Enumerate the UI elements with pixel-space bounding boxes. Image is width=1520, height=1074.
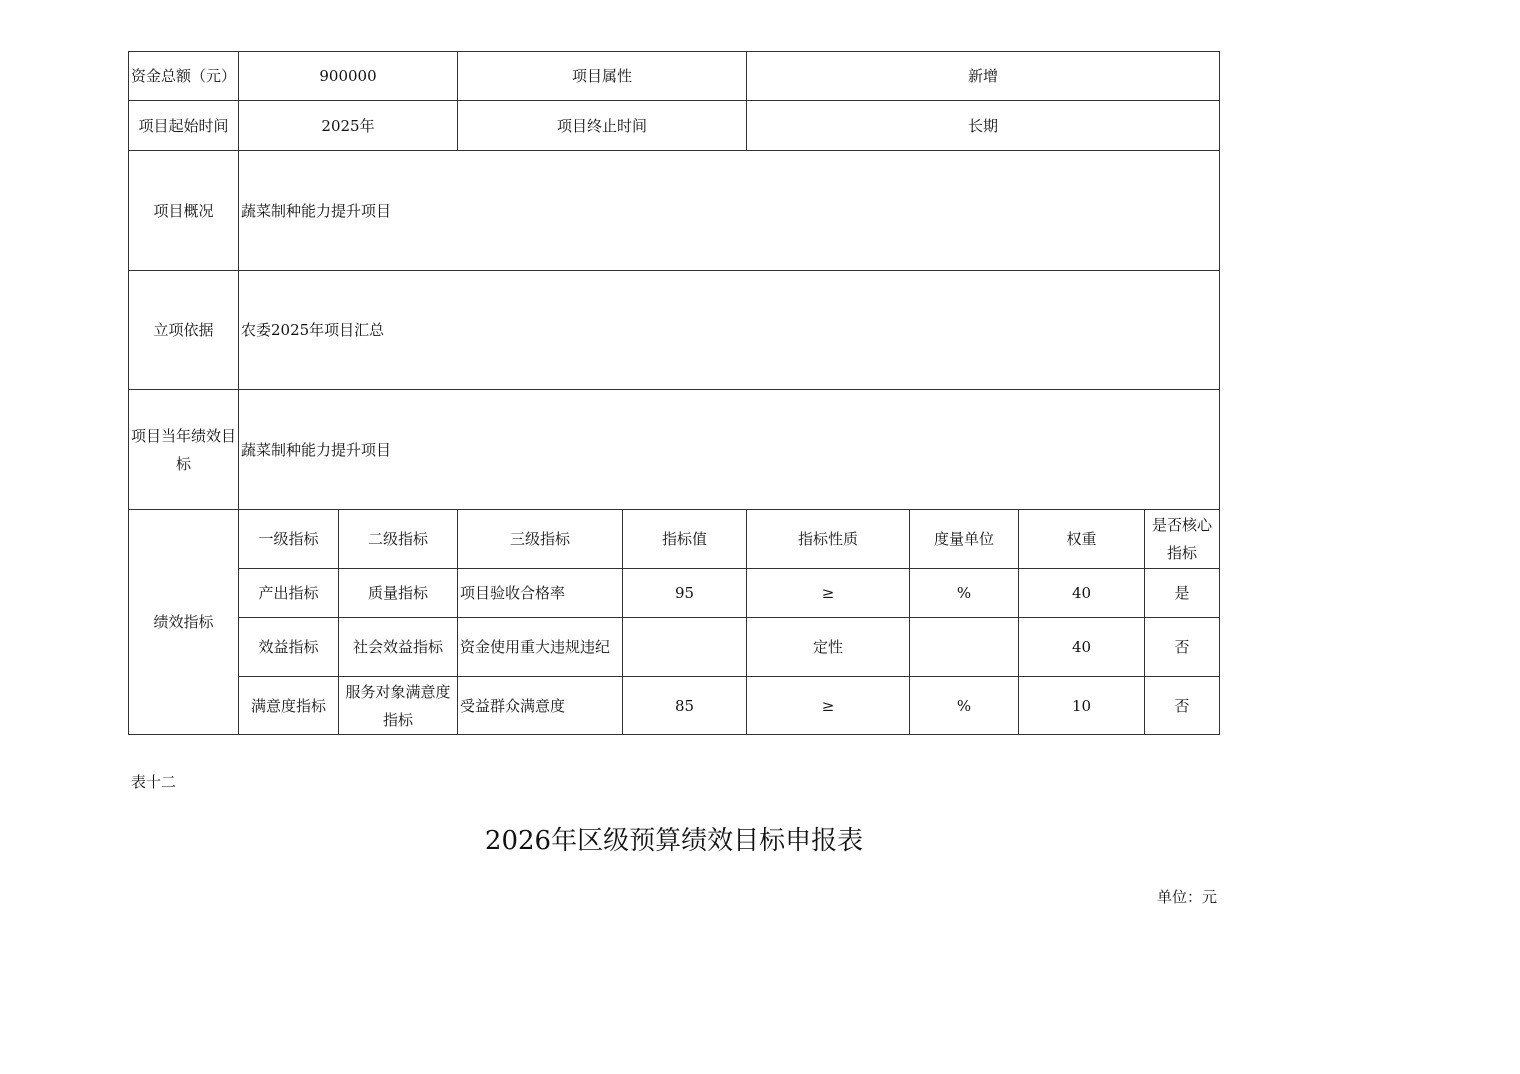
table-row bbox=[129, 390, 1220, 510]
table-row bbox=[129, 151, 1220, 271]
end-time-value: 长期 bbox=[747, 101, 1220, 151]
header-cell: 指标性质 bbox=[747, 510, 910, 569]
attr-label: 项目属性 bbox=[458, 52, 747, 101]
indicator-cell: % bbox=[910, 569, 1019, 618]
goal-value: 蔬菜制种能力提升项目 bbox=[239, 390, 1220, 510]
header-cell: 三级指标 bbox=[458, 510, 623, 569]
table-row bbox=[129, 52, 1220, 101]
indicator-cell: ≥ bbox=[747, 569, 910, 618]
indicator-cell: 85 bbox=[623, 677, 747, 735]
indicator-cell: 否 bbox=[1145, 677, 1220, 735]
header-cell: 是否核心指标 bbox=[1145, 510, 1220, 569]
indicator-cell: 10 bbox=[1019, 677, 1145, 735]
indicator-row bbox=[129, 618, 1220, 677]
indicator-cell: 效益指标 bbox=[239, 618, 339, 677]
indicator-cell: 项目验收合格率 bbox=[458, 569, 623, 618]
indicator-cell: 是 bbox=[1145, 569, 1220, 618]
overview-label: 项目概况 bbox=[129, 151, 239, 271]
indicator-cell: 40 bbox=[1019, 569, 1145, 618]
indicator-cell: 定性 bbox=[747, 618, 910, 677]
indicator-header-row bbox=[129, 510, 1220, 569]
indicator-cell: 40 bbox=[1019, 618, 1145, 677]
indicator-cell: 产出指标 bbox=[239, 569, 339, 618]
start-time-label: 项目起始时间 bbox=[129, 101, 239, 151]
basis-value: 农委2025年项目汇总 bbox=[239, 271, 1220, 390]
indicator-cell: 否 bbox=[1145, 618, 1220, 677]
unit-label: 单位：元 bbox=[1156, 888, 1217, 906]
end-time-label: 项目终止时间 bbox=[458, 101, 747, 151]
start-time-value: 2025年 bbox=[239, 101, 458, 151]
indicator-cell: ≥ bbox=[747, 677, 910, 735]
indicator-section-label: 绩效指标 bbox=[129, 510, 239, 735]
indicator-cell: 质量指标 bbox=[339, 569, 458, 618]
header-cell: 一级指标 bbox=[239, 510, 339, 569]
basis-label: 立项依据 bbox=[129, 271, 239, 390]
fund-total-label: 资金总额（元） bbox=[129, 52, 239, 101]
table-row bbox=[129, 271, 1220, 390]
indicator-cell: 资金使用重大违规违纪 bbox=[458, 618, 623, 677]
indicator-cell: 满意度指标 bbox=[239, 677, 339, 735]
table-row bbox=[129, 101, 1220, 151]
header-cell: 度量单位 bbox=[910, 510, 1019, 569]
attr-value: 新增 bbox=[747, 52, 1220, 101]
table-caption: 表十二 bbox=[131, 773, 177, 791]
indicator-cell: 服务对象满意度指标 bbox=[339, 677, 458, 735]
performance-goal-table bbox=[128, 51, 1220, 735]
fund-total-value: 900000 bbox=[239, 52, 458, 101]
indicator-cell: 受益群众满意度 bbox=[458, 677, 623, 735]
indicator-cell bbox=[910, 618, 1019, 677]
page-title: 2026年区级预算绩效目标申报表 bbox=[484, 826, 864, 856]
header-cell: 二级指标 bbox=[339, 510, 458, 569]
indicator-row bbox=[129, 677, 1220, 735]
header-cell: 权重 bbox=[1019, 510, 1145, 569]
header-cell: 指标值 bbox=[623, 510, 747, 569]
indicator-cell: 95 bbox=[623, 569, 747, 618]
indicator-row bbox=[129, 569, 1220, 618]
goal-label: 项目当年绩效目标 bbox=[129, 390, 239, 510]
indicator-cell: % bbox=[910, 677, 1019, 735]
indicator-cell: 社会效益指标 bbox=[339, 618, 458, 677]
overview-value: 蔬菜制种能力提升项目 bbox=[239, 151, 1220, 271]
indicator-cell bbox=[623, 618, 747, 677]
